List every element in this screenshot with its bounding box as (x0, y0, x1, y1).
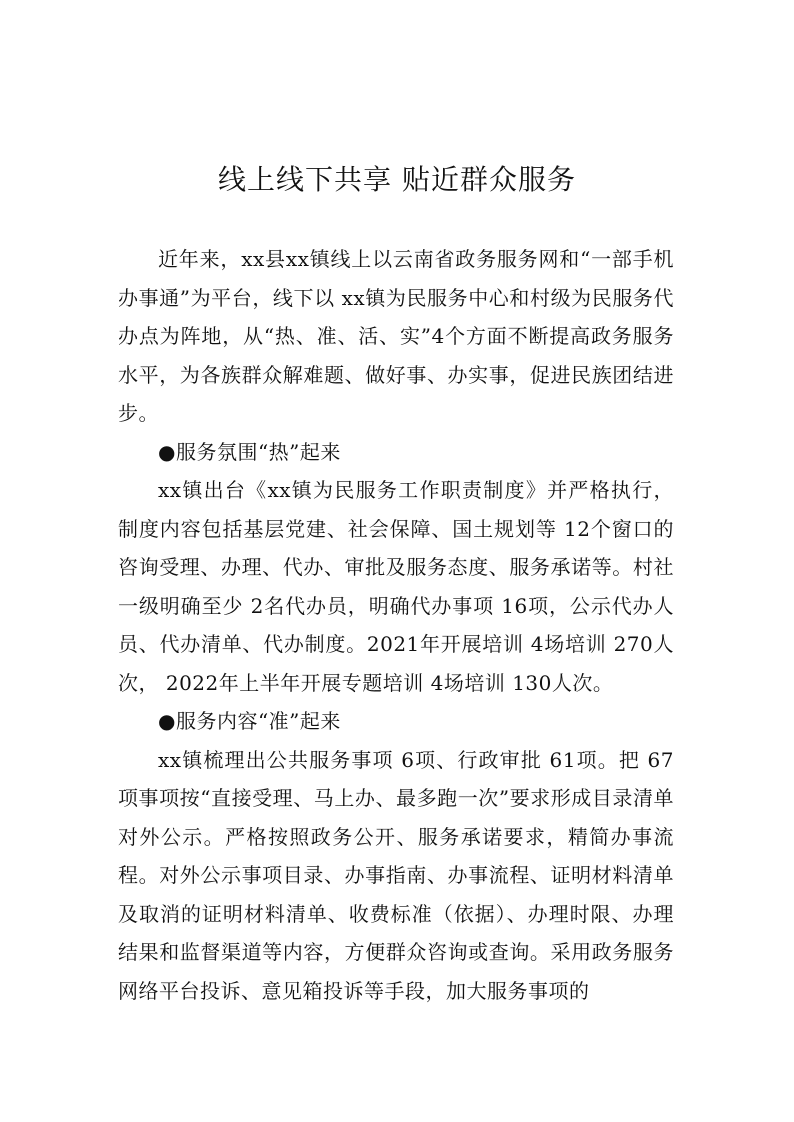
document-title: 线上线下共享 贴近群众服务 (218, 163, 576, 196)
intro-paragraph: 近年来，xx县xx镇线上以云南省政务服务网和“一部手机办事通”为平台，线下以 xx镇为民服务中心和村级为民服务代办点为阵地，从“热、准、活、实”4个方面不断提高政务服务水平，为各族群众解难题、做好事、办实事，促进民族团结进步。 (118, 247, 674, 425)
section-body-service-atmosphere: xx镇出台《xx镇为民服务工作职责制度》并严格执行，制度内容包括基层党建、社会保障、国土规划等 12个窗口的咨询受理、办理、代办、审批及服务态度、服务承诺等。村社一级明确至少 2名代办员，明确代办事项 16项，公示代办人员、代办清单、代办制度。2021年开展培训 4场培训 270人次， 2022年上半年开展专题培训 4场培训 130人次。 (118, 478, 674, 695)
section-heading-service-atmosphere: ●服务氛围“热”起来 (158, 439, 341, 464)
section-heading-service-content: ●服务内容“准”起来 (158, 709, 341, 733)
document-body (118, 240, 674, 1010)
section-body-service-content: xx镇梳理出公共服务事项 6项、行政审批 61项。把 67项事项按“直接受理、马上办、最多跑一次”要求形成目录清单对外公示。严格按照政务公开、服务承诺要求，精简办事流程。对外公示事项目录、办事指南、办事流程、证明材料清单及取消的证明材料清单、收费标准（依据）、办理时限、办理结果和监督渠道等内容，方便群众咨询或查询。采用政务服务网络平台投诉、意见箱投诉等手段，加大服务事项的 (118, 747, 674, 1003)
